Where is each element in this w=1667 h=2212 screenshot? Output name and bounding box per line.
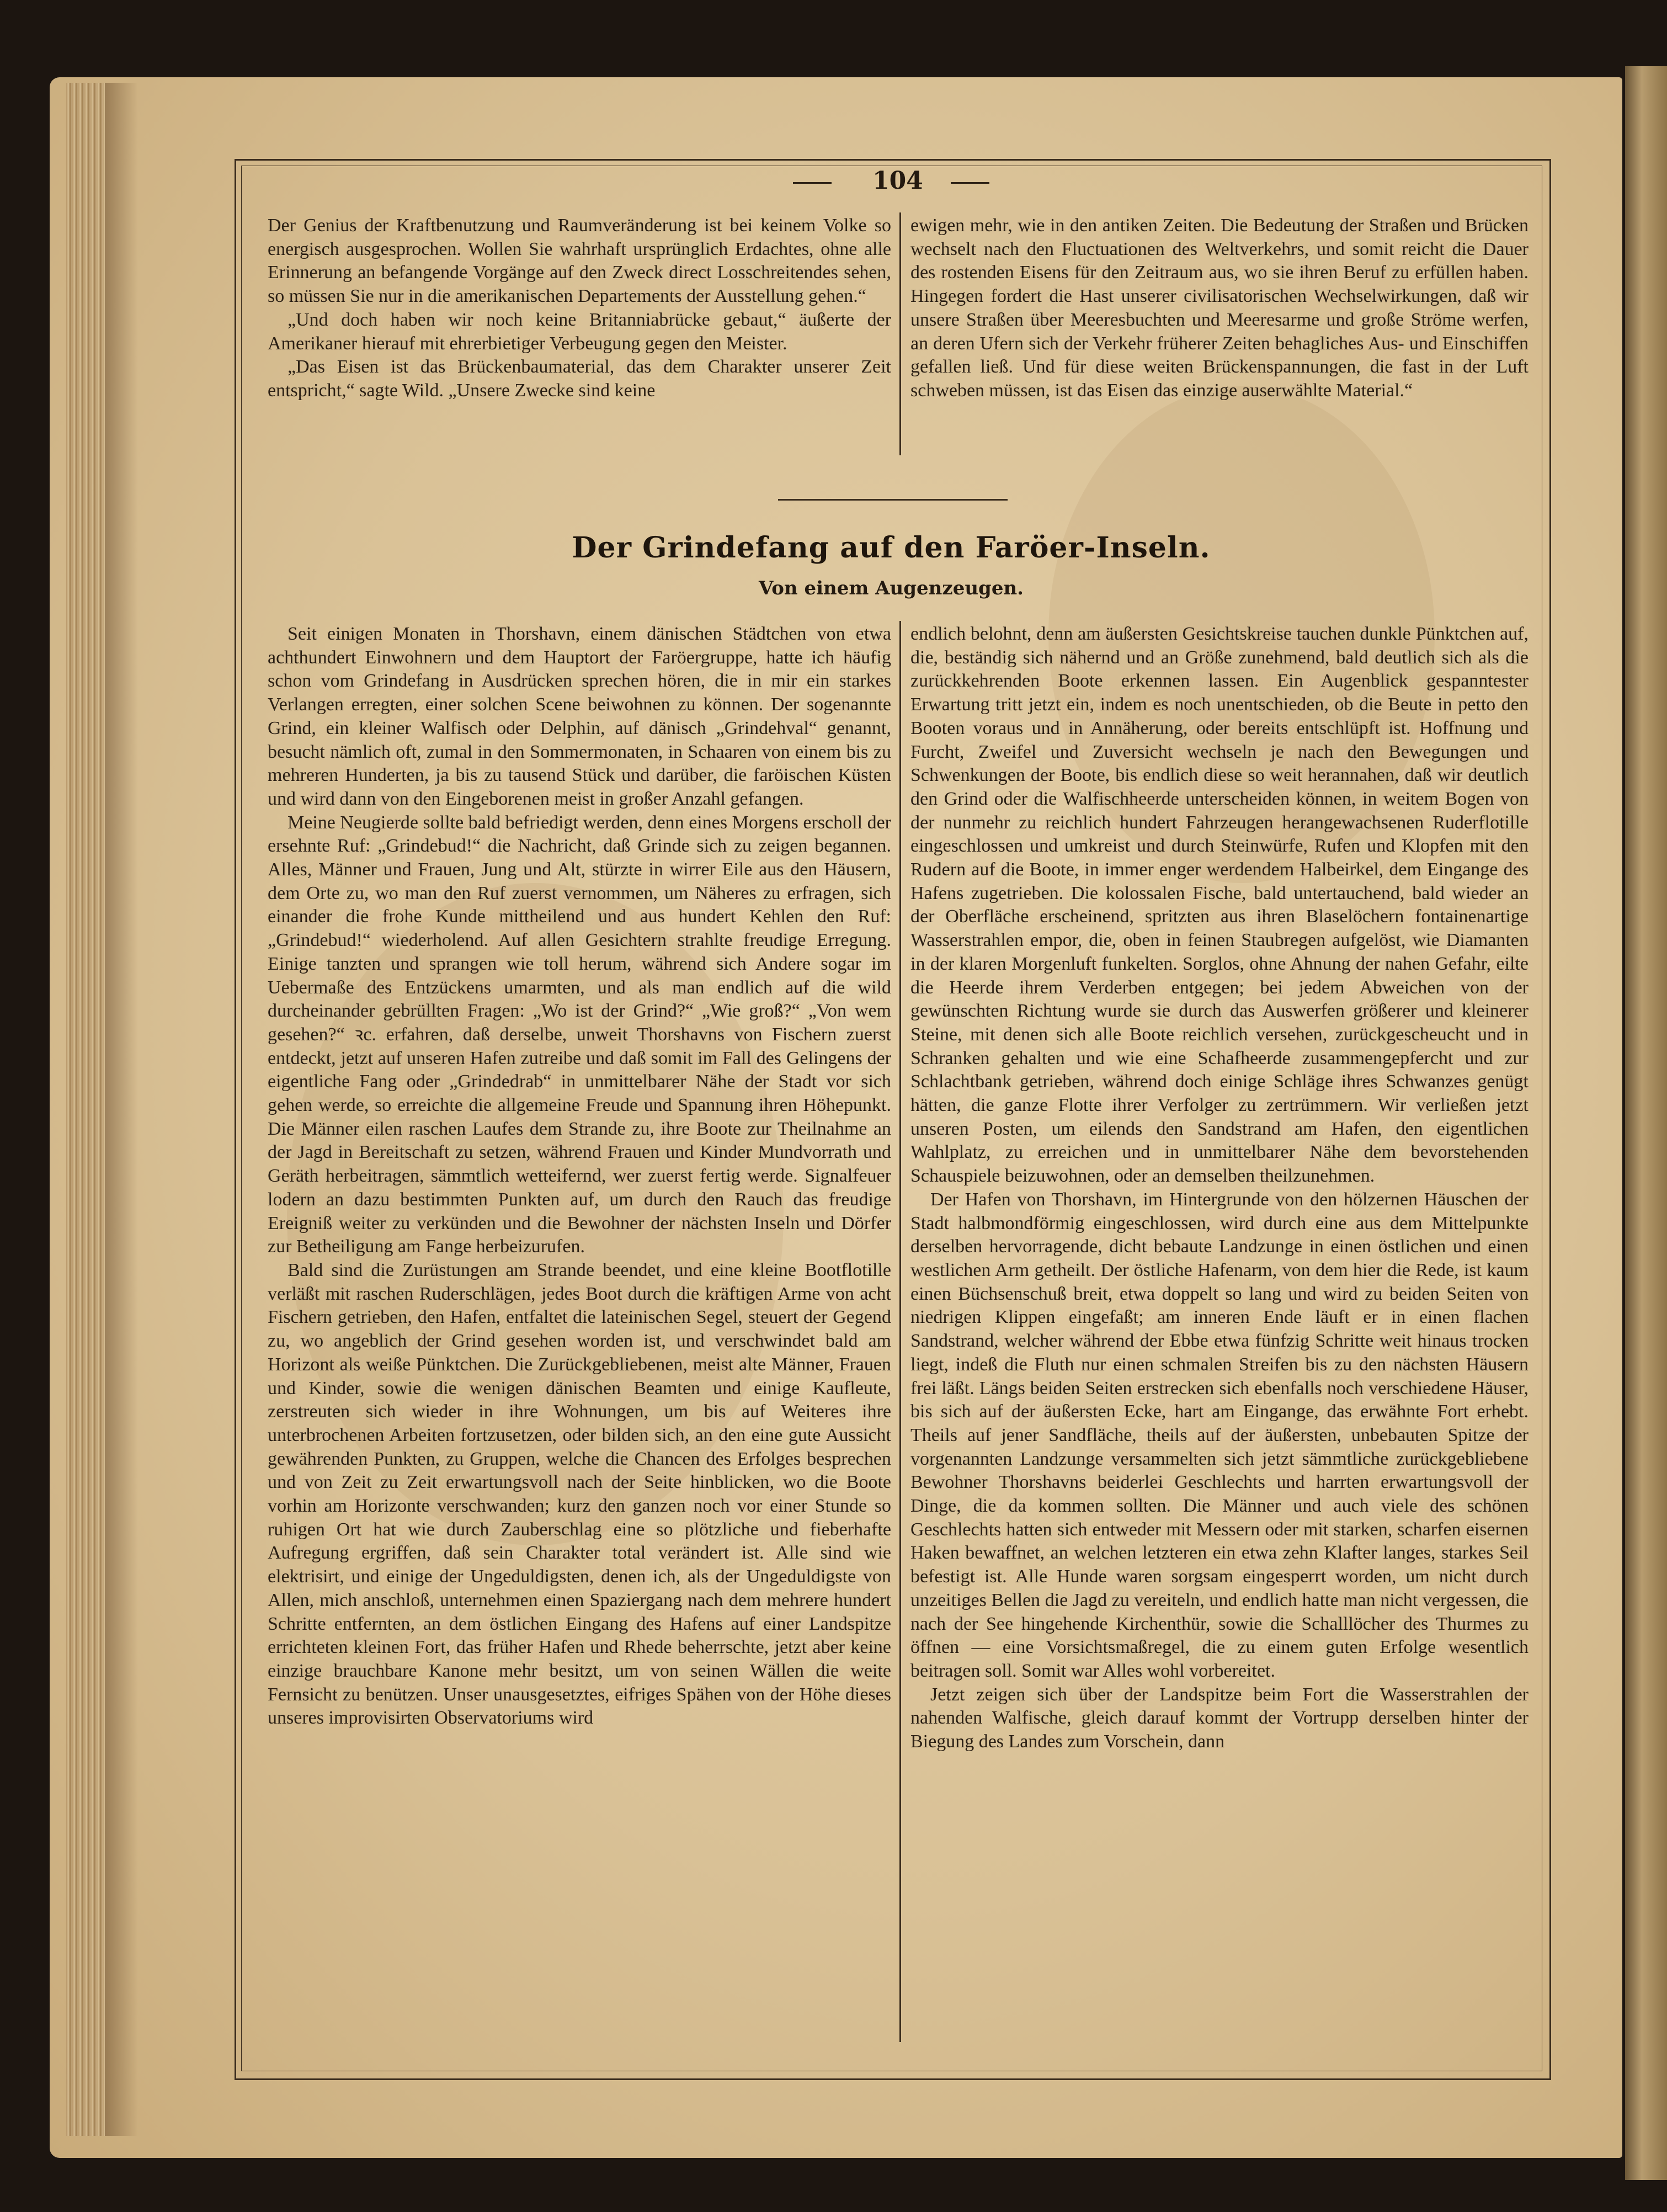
- page-number: 104: [872, 167, 923, 195]
- section-divider: [778, 499, 1008, 501]
- paragraph: „Und doch haben wir noch keine Britanniabrücke gebaut,“ äußerte der Amerikaner hierauf mit ehrerbietiger Verbeugung gegen den Meister.: [268, 309, 891, 354]
- prev-article-left-column: [268, 214, 891, 403]
- paragraph: Jetzt zeigen sich über der Landspitze beim Fort die Wasserstrahlen der nahenden Walfische, gleich darauf kommt der Vortrupp derselben hinter der Biegung des Landes zum Vorschein, dann: [910, 1684, 1528, 1752]
- article-byline: Von einem Augenzeugen.: [758, 577, 1024, 599]
- paragraph: Der Genius der Kraftbenutzung und Raumveränderung ist bei keinem Volke so energisch ausgesprochen. Wollen Sie wahrhaft ursprünglich Erdachtes, ohne alle Erinnerung an befangende Vorgänge auf den Zweck direct Losschreitendes sehen, so müssen Sie nur in die amerikanischen Departements der Ausstellung gehen.“: [268, 215, 891, 307]
- article-title: Der Grindefang auf den Faröer-Inseln.: [572, 531, 1211, 565]
- paragraph: endlich belohnt, denn am äußersten Gesichtskreise tauchen dunkle Pünktchen auf, die, beständig sich nähernd und an Größe zunehmend, bald deutlich sich als die zurückkehrenden Boote erkennen lassen. Ein Augenblick gespanntester Erwartung tritt jetzt ein, indem es noch unentschieden, ob die Beute in petto den Booten voraus und in Annäherung, oder bereits entschlüpft ist. Hoffnung und Furcht, Zweifel und Zuversicht wechseln je nach den Bewegungen und Schwenkungen der Boote, bis endlich diese so weit herannahen, daß wir deutlich den Grind oder die Walfischheerde unterscheiden können, in weitem Bogen von der nunmehr zu reichlich hundert Fahrzeugen herangewachsenen Ruderflotille eingeschlossen und umkreist und durch Steinwürfe, Rufen und Klopfen mit den Rudern auf die Boote, in immer enger werdendem Halbeirkel, dem Eingange des Hafens zugetrieben. Die kolossalen Fische, bald untertauchend, bald wieder an der Oberfläche erscheinend, spritzten aus ihren Blaselöchern fontainenartige Wasserstrahlen empor, die, oben in feinen Staubregen aufgelöst, wie Diamanten in der klaren Morgenluft funkelten. Sorglos, ohne Ahnung der nahen Gefahr, eilte die Heerde ihrem Verderben entgegen; bei jedem Abweichen von der gewünschten Richtung wurde sie durch das Auswerfen größerer und kleinerer Steine, mit denen sich alle Boote reichlich versehen, zurückgescheucht und in Schranken gehalten und wie eine Schafheerde zusammengepfercht und zur Schlachtbank getrieben, während doch einige Schläge ihres Schwanzes genügt hätten, die ganze Flotte ihrer Verfolger zu zertrümmern. Wir verließen jetzt unseren Posten, um eilends den Sandstrand am Hafen, den eigentlichen Wahlplatz, zu erreichen und in unmittelbarer Nähe dem bevorstehenden Schauspiele beizuwohnen, oder an demselben theilzunehmen.: [910, 624, 1528, 1187]
- paragraph: Seit einigen Monaten in Thorshavn, einem dänischen Städtchen von etwa achthundert Einwohnern und dem Hauptort der Faröergruppe, hatte ich häufig schon vom Grindefang in Ausdrücken sprechen hören, die in mir ein starkes Verlangen erregten, einer solchen Scene beiwohnen zu können. Der sogenannte Grind, ein kleiner Walfisch oder Delphin, auf dänisch „Grindehval“ genannt, besucht nämlich oft, zumal in den Sommermonaten, in Schaaren von einem bis zu mehreren Hunderten, ja bis zu tausend Stück und darüber, die faröischen Küsten und wird dann von den Eingeborenen meist in großer Anzahl gefangen.: [268, 624, 891, 809]
- facing-page-edge: [1625, 66, 1667, 2180]
- prev-article-right-column: [910, 214, 1528, 403]
- paragraph: ewigen mehr, wie in den antiken Zeiten. Die Bedeutung der Straßen und Brücken wechselt nach den Fluctuationen des Weltverkehrs, und somit reicht die Dauer des rostenden Eisens für den Zeitraum aus, wo sie ihren Beruf zu erfüllen haben. Hingegen fordert die Hast unserer civilisatorischen Wechselwirkungen, daß wir unsere Straßen über Meeresbuchten und Meeresarme und große Ströme werfen, an deren Ufern sich der Verkehr früherer Zeiten behagliches Aus- und Einschiffen gefallen ließ. Und für diese weiten Brückenspannungen, die fast in der Luft schweben müssen, ist das Eisen das einzige auserwählte Material.“: [910, 215, 1528, 401]
- page-number-rule-right: [951, 182, 989, 184]
- page-edges: [66, 83, 105, 2136]
- article-left-column: [268, 623, 891, 1730]
- article-right-column: [910, 623, 1528, 1754]
- paragraph: „Das Eisen ist das Brückenbaumaterial, das dem Charakter unserer Zeit entspricht,“ sagte Wild. „Unsere Zwecke sind keine: [268, 357, 891, 401]
- spine-shadow: [105, 83, 138, 2136]
- page-number-rule-left: [793, 182, 832, 184]
- page-header: [241, 166, 1541, 199]
- column-divider: [899, 621, 901, 2042]
- column-divider: [899, 212, 901, 455]
- paragraph: Meine Neugierde sollte bald befriedigt werden, denn eines Morgens erscholl der ersehnte Ruf: „Grindebud!“ die Nachricht, daß Grinde sich zu zeigen begannen. Alles, Männer und Frauen, Jung und Alt, stürzte in wirrer Eile aus den Häusern, dem Orte zu, wo man den Ruf zuerst vernommen, um Näheres zu erfragen, sich einander die frohe Kunde mittheilend und aus hundert Kehlen den Ruf: „Grindebud!“ wiederholend. Auf allen Gesichtern strahlte freudige Erregung. Einige tanzten und sprangen wie toll herum, während sich Andere sogar im Uebermaße des Entzückens umarmten, und als man endlich auf die wild durcheinander gebrüllten Fragen: „Wo ist der Grind?“ „Wie groß?“ „Von wem gesehen?“ ꝛc. erfahren, daß derselbe, unweit Thorshavns von Fischern zuerst entdeckt, jetzt auf unseren Hafen zutreibe und daß somit im Fall des Gelingens der eigentliche Fang oder „Grindedrab“ in unmittelbarer Nähe der Stadt vor sich gehen werde, so erreichte die allgemeine Freude und Spannung ihren Höhepunkt. Die Männer eilen raschen Laufes dem Strande zu, ihre Boote zur Theilnahme an der Jagd in Bereitschaft zu setzen, während Frauen und Kinder Mundvorrath und Geräth herbeitragen, sämmtlich wetteifernd, wer zuerst fertig werde. Signalfeuer lodern an dazu bestimmten Punkten auf, um durch den Rauch das freudige Ereigniß weiter zu verkünden und die Bewohner der nächsten Inseln und Dörfer zur Betheiligung am Fange herbeizurufen.: [268, 812, 891, 1257]
- paragraph: Der Hafen von Thorshavn, im Hintergrunde von den hölzernen Häuschen der Stadt halbmondförmig eingeschlossen, wird durch eine aus dem Mittelpunkte derselben hervorragende, dicht bebaute Landzunge in einen östlichen und einen westlichen Arm getheilt. Der östliche Hafenarm, von dem hier die Rede, ist kaum einen Büchsenschuß breit, etwa doppelt so lang und wird zu beiden Seiten von niedrigen Klippen eingefaßt; am inneren Ende läuft er in einen flachen Sandstrand, welcher während der Ebbe etwa fünfzig Schritte weit hinaus trocken liegt, indeß die Fluth nur einen schmalen Streifen bis zu den nächsten Häusern frei läßt. Längs beiden Seiten erstrecken sich ebenfalls noch verschiedene Häuser, bis sich auf der äußersten Ecke, hart am Eingange, das erwähnte Fort erhebt. Theils auf jener Sandfläche, theils auf der äußersten, unbebauten Spitze der vorgenannten Landzunge versammelten sich jetzt sämmtliche zurückgebliebene Bewohner Thorshavns beiderlei Geschlechts und harrten erwartungsvoll der Dinge, die da kommen sollten. Die Männer und auch viele des schönen Geschlechts hatten sich entweder mit Messern oder mit starken, scharfen eisernen Haken bewaffnet, an welchen letzteren ein etwa zehn Klafter langes, starkes Seil befestigt ist. Alle Hunde waren sorgsam eingesperrt worden, um nicht durch unzeitiges Bellen die Jagd zu vereiteln, und endlich hatte man nicht vergessen, die nach der See hingehende Kirchenthür, sowie die Schalllöcher des Thurmes zu öffnen — eine Vorsichtsmaßregel, die zu einem guten Erfolge wesentlich beitragen soll. Somit war Alles wohl vorbereitet.: [910, 1189, 1528, 1681]
- paragraph: Bald sind die Zurüstungen am Strande beendet, und eine kleine Bootflotille verläßt mit raschen Ruderschlägen, jedes Boot durch die kräftigen Arme von acht Fischern getrieben, den Hafen, entfaltet die lateinischen Segel, steuert der Gegend zu, wo angeblich der Grind gesehen worden ist, und verschwindet bald am Horizont als weiße Pünktchen. Die Zurückgebliebenen, meist alte Männer, Frauen und Kinder, sowie die wenigen dänischen Beamten und einige Kaufleute, zerstreuten sich wieder in ihre Wohnungen, um bis auf Weiteres ihre unterbrochenen Arbeiten fortzusetzen, oder bilden sich, an den eine gute Aussicht gewährenden Punkten, zu Gruppen, welche die Chancen des Erfolges besprechen und von Zeit zu Zeit erwartungsvoll nach der Seite hinblicken, wo die Boote vorhin am Horizonte verschwanden; kurz den ganzen noch vor einer Stunde so ruhigen Ort hat wie durch Zauberschlag eine so plötzliche und fieberhafte Aufregung ergriffen, daß sein Charakter total verändert ist. Alle sind wie elektrisirt, und einige der Ungeduldigsten, denen ich, als der Ungeduldigste von Allen, mich anschloß, unternehmen einen Spaziergang nach dem mehrere hundert Schritte entfernten, an dem östlichen Eingang des Hafens auf einer Landspitze errichteten kleinen Fort, das früher Hafen und Rhede beherrschte, jetzt aber keine einzige brauchbare Kanone mehr besitzt, um von seinen Wällen die weite Fernsicht zu benützen. Unser unausgesetztes, eifriges Spähen von der Höhe dieses unseres improvisirten Observatoriums wird: [268, 1259, 891, 1729]
